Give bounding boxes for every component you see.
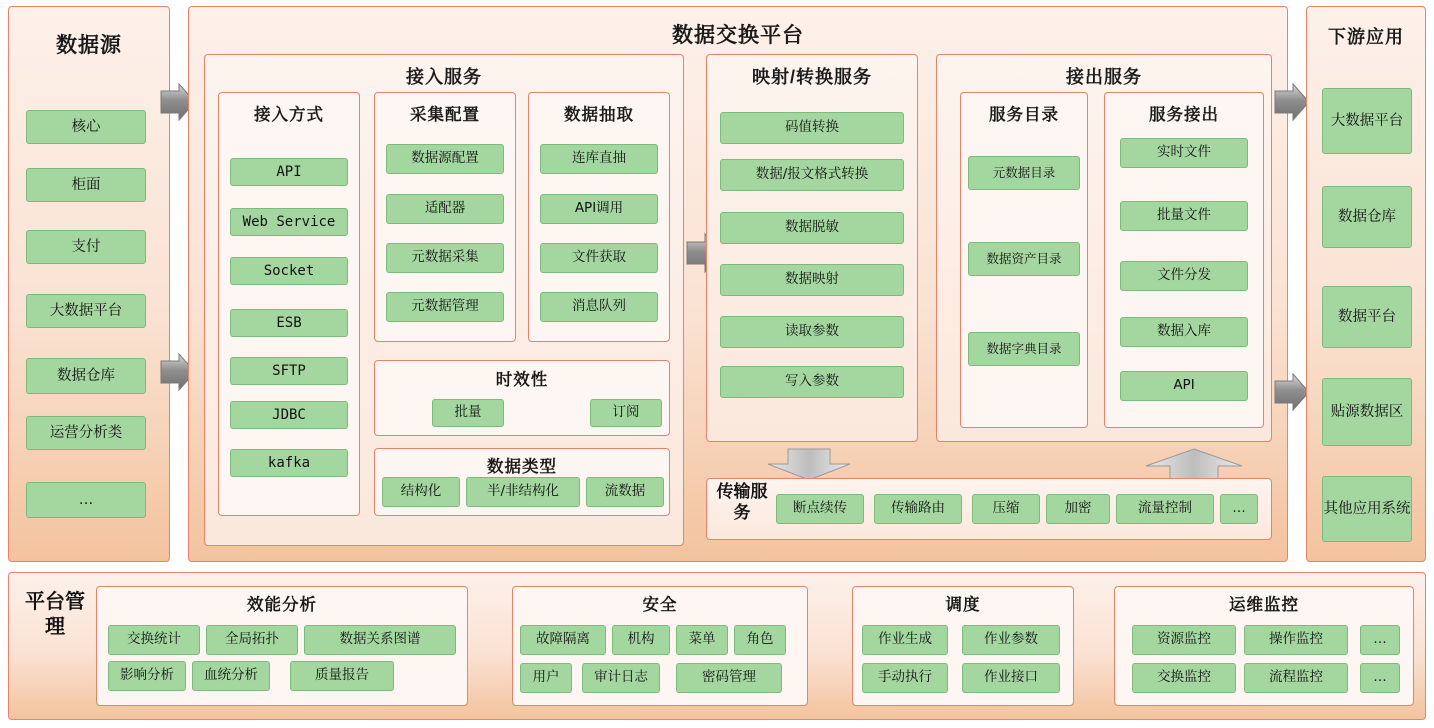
data-extraction-mq[interactable]: 消息队列	[540, 292, 658, 322]
mapping-code-conversion[interactable]: 码值转换	[720, 112, 904, 144]
efficiency-impact-analysis[interactable]: 影响分析	[108, 661, 186, 691]
data-extraction-direct[interactable]: 连库直抽	[540, 144, 658, 174]
service-catalog-data-dictionary[interactable]: 数据字典目录	[968, 332, 1080, 366]
security-role[interactable]: 角色	[734, 625, 786, 655]
mapping-service-title: 映射/转换服务	[751, 67, 872, 87]
mapping-format-conversion[interactable]: 数据/报文格式转换	[720, 159, 904, 191]
operations-monitoring-title: 运维监控	[1229, 596, 1299, 614]
downstream-source-data-zone[interactable]: 贴源数据区	[1322, 378, 1412, 446]
transport-resume[interactable]: 断点续传	[776, 494, 864, 524]
security-title: 安全	[642, 596, 678, 614]
access-method-jdbc[interactable]: JDBC	[230, 401, 348, 429]
arrow-platform-to-downstream-bottom	[1274, 372, 1310, 412]
service-output-batch-file[interactable]: 批量文件	[1120, 201, 1248, 231]
transport-service-title	[710, 481, 774, 524]
service-output-title: 服务接出	[1149, 106, 1219, 124]
collection-config-metadata-collect[interactable]: 元数据采集	[386, 243, 504, 273]
efficiency-analysis-title: 效能分析	[247, 596, 317, 614]
access-method-web-service[interactable]: Web Service	[230, 208, 348, 236]
service-catalog-data-asset[interactable]: 数据资产目录	[968, 242, 1080, 276]
transport-encryption[interactable]: 加密	[1046, 494, 1110, 524]
scheduling-manual-exec[interactable]: 手动执行	[862, 663, 948, 693]
downstream-title: 下游应用	[1328, 27, 1404, 47]
efficiency-global-topology[interactable]: 全局拓扑	[206, 625, 298, 655]
service-catalog-metadata[interactable]: 元数据目录	[968, 156, 1080, 190]
mapping-data-mapping[interactable]: 数据映射	[720, 264, 904, 296]
source-item-data-warehouse[interactable]: 数据仓库	[26, 358, 146, 394]
mapping-write-params[interactable]: 写入参数	[720, 366, 904, 398]
platform-management-title	[20, 590, 90, 640]
ops-resource-monitor[interactable]: 资源监控	[1132, 625, 1236, 655]
efficiency-exchange-stats[interactable]: 交换统计	[108, 625, 200, 655]
ops-operation-monitor[interactable]: 操作监控	[1244, 625, 1348, 655]
data-source-title: 数据源	[56, 34, 122, 57]
downstream-other-systems[interactable]: 其他应用系统	[1322, 476, 1412, 542]
efficiency-data-relation-graph[interactable]: 数据关系图谱	[304, 625, 456, 655]
scheduling-job-generation[interactable]: 作业生成	[862, 625, 948, 655]
ops-process-monitor[interactable]: 流程监控	[1244, 663, 1348, 693]
collection-config-metadata-manage[interactable]: 元数据管理	[386, 292, 504, 322]
ops-exchange-monitor[interactable]: 交换监控	[1132, 663, 1236, 693]
source-item-payment[interactable]: 支付	[26, 230, 146, 264]
timeliness-title: 时效性	[495, 371, 549, 389]
collection-config-adapter[interactable]: 适配器	[386, 194, 504, 224]
access-method-title: 接入方式	[254, 106, 324, 124]
source-item-operation-analysis[interactable]: 运营分析类	[26, 416, 146, 450]
efficiency-quality-report[interactable]: 质量报告	[290, 661, 394, 691]
source-item-bigdata-platform[interactable]: 大数据平台	[26, 294, 146, 328]
mapping-data-masking[interactable]: 数据脱敏	[720, 212, 904, 244]
collection-config-datasource[interactable]: 数据源配置	[386, 144, 504, 174]
security-user[interactable]: 用户	[520, 663, 572, 693]
data-type-stream[interactable]: 流数据	[586, 477, 664, 507]
exchange-platform-title: 数据交换平台	[672, 24, 804, 47]
service-output-file-distribution[interactable]: 文件分发	[1120, 261, 1248, 291]
downstream-data-platform[interactable]: 数据平台	[1322, 286, 1412, 348]
arrow-mapping-to-transport	[766, 448, 852, 482]
transport-route[interactable]: 传输路由	[874, 494, 962, 524]
efficiency-lineage-analysis[interactable]: 血统分析	[192, 661, 270, 691]
transport-service-title-text: 传输服务	[716, 482, 768, 523]
timeliness-batch[interactable]: 批量	[432, 399, 504, 427]
service-output-api[interactable]: API	[1120, 371, 1248, 401]
collection-config-title: 采集配置	[410, 106, 480, 124]
security-organization[interactable]: 机构	[612, 625, 670, 655]
transport-compression[interactable]: 压缩	[972, 494, 1040, 524]
service-catalog-title: 服务目录	[989, 106, 1059, 124]
access-method-sftp[interactable]: SFTP	[230, 357, 348, 385]
output-service-title: 接出服务	[1066, 67, 1142, 87]
arrow-transport-to-output	[1144, 448, 1244, 482]
scheduling-job-params[interactable]: 作业参数	[962, 625, 1060, 655]
source-item-counter[interactable]: 柜面	[26, 168, 146, 202]
source-item-core[interactable]: 核心	[26, 110, 146, 144]
panel-data-source	[8, 6, 170, 562]
downstream-bigdata-platform[interactable]: 大数据平台	[1322, 88, 1412, 154]
access-method-kafka[interactable]: kafka	[230, 449, 348, 477]
data-extraction-api-call[interactable]: API调用	[540, 194, 658, 224]
security-password-management[interactable]: 密码管理	[676, 663, 782, 693]
scheduling-job-interface[interactable]: 作业接口	[962, 663, 1060, 693]
downstream-data-warehouse[interactable]: 数据仓库	[1322, 186, 1412, 248]
access-method-socket[interactable]: Socket	[230, 257, 348, 285]
service-output-realtime-file[interactable]: 实时文件	[1120, 138, 1248, 168]
transport-flow-control[interactable]: 流量控制	[1116, 494, 1214, 524]
mapping-read-params[interactable]: 读取参数	[720, 316, 904, 348]
security-menu[interactable]: 菜单	[676, 625, 728, 655]
access-method-esb[interactable]: ESB	[230, 309, 348, 337]
security-audit-log[interactable]: 审计日志	[582, 663, 660, 693]
transport-more[interactable]: …	[1220, 494, 1258, 524]
data-extraction-file[interactable]: 文件获取	[540, 243, 658, 273]
data-extraction-title: 数据抽取	[564, 106, 634, 124]
data-type-structured[interactable]: 结构化	[382, 477, 460, 507]
timeliness-subscription[interactable]: 订阅	[590, 399, 662, 427]
ops-more-bottom[interactable]: …	[1360, 663, 1400, 693]
security-fault-isolation[interactable]: 故障隔离	[520, 625, 606, 655]
arrow-platform-to-downstream-top	[1274, 82, 1310, 122]
source-item-more[interactable]: …	[26, 482, 146, 518]
scheduling-title: 调度	[945, 596, 981, 614]
access-method-api[interactable]: API	[230, 158, 348, 186]
access-service-title: 接入服务	[406, 67, 482, 87]
data-type-semi-unstructured[interactable]: 半/非结构化	[466, 477, 580, 507]
service-output-data-load[interactable]: 数据入库	[1120, 317, 1248, 347]
platform-management-title-text: 平台管理	[25, 591, 85, 638]
data-type-title: 数据类型	[487, 458, 557, 476]
ops-more-top[interactable]: …	[1360, 625, 1400, 655]
